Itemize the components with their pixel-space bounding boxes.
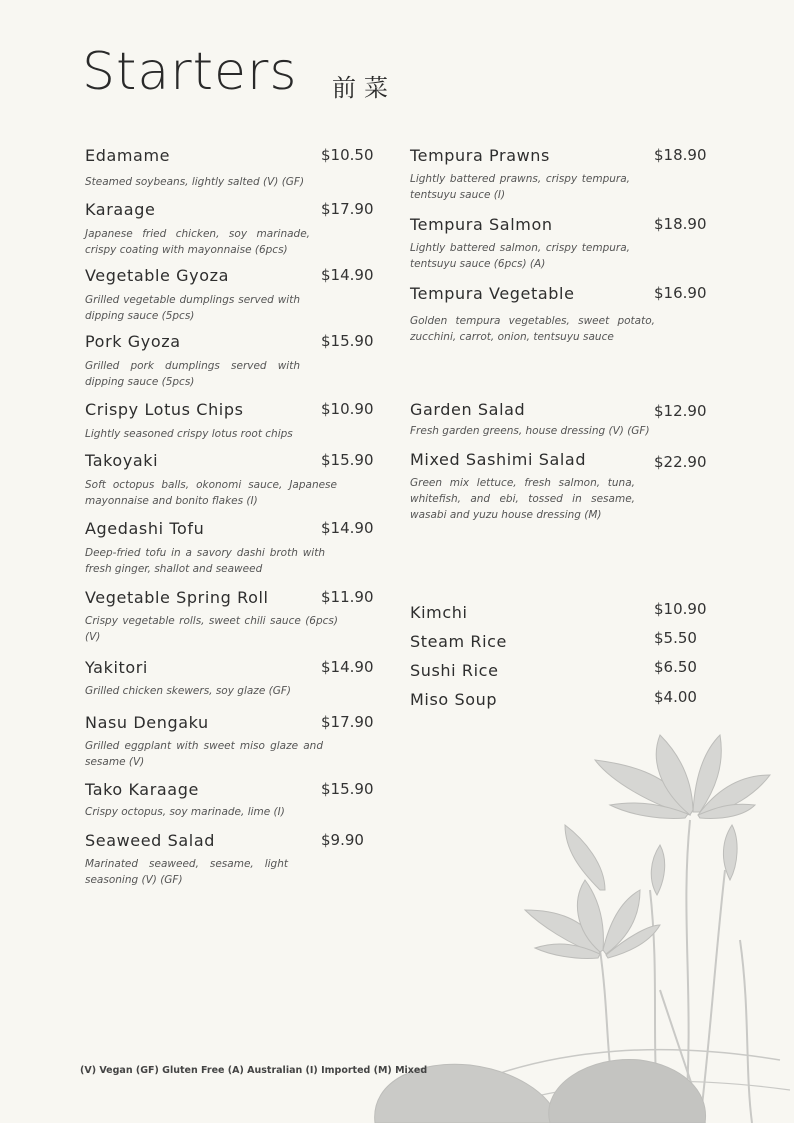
item-price: $15.90 (321, 332, 374, 350)
item-name: Tempura Prawns (410, 146, 550, 165)
item-name: Mixed Sashimi Salad (410, 450, 587, 469)
item-price: $15.90 (321, 451, 374, 469)
item-price: $14.90 (321, 266, 374, 284)
item-price: $4.00 (654, 688, 697, 706)
item-name: Nasu Dengaku (85, 713, 209, 732)
item-price: $18.90 (654, 146, 707, 164)
item-price: $17.90 (321, 200, 374, 218)
item-description: Grilled vegetable dumplings served with dipping sauce (5pcs) (85, 294, 300, 322)
item-name: Tako Karaage (85, 780, 199, 799)
item-name: Vegetable Spring Roll (85, 588, 269, 607)
item-description: Crispy octopus, soy marinade, lime (I) (85, 806, 285, 818)
page-subtitle: 前菜 (332, 74, 396, 102)
page-title: Starters (82, 42, 298, 102)
item-description: Golden tempura vegetables, sweet potato, zucchini, carrot, onion, tentsuyu sauce (410, 315, 655, 343)
item-description: Fresh garden greens, house dressing (V) (GF) (410, 425, 650, 437)
item-name: Tempura Salmon (410, 215, 553, 234)
item-description: Grilled eggplant with sweet miso glaze and sesame (V) (85, 740, 323, 768)
item-description: Green mix lettuce, fresh salmon, tuna, whitefish, and ebi, tossed in sesame, wasabi and yuzu house dressing (M) (410, 477, 635, 521)
item-price: $22.90 (654, 453, 707, 471)
item-description: Marinated seaweed, sesame, light seasoning (V) (GF) (85, 858, 288, 886)
item-name: Vegetable Gyoza (85, 266, 230, 285)
item-price: $18.90 (654, 215, 707, 233)
item-price: $10.90 (321, 400, 374, 418)
item-description: Lightly battered prawns, crispy tempura, tentsuyu sauce (I) (410, 173, 630, 201)
item-price: $11.90 (321, 588, 374, 606)
item-name: Yakitori (85, 658, 148, 677)
item-description: Lightly seasoned crispy lotus root chips (85, 428, 293, 440)
item-price: $5.50 (654, 629, 697, 647)
dietary-legend: (V) Vegan (GF) Gluten Free (A) Australian (I) Imported (M) Mixed (80, 1065, 428, 1076)
item-name: Tempura Vegetable (410, 284, 575, 303)
item-name: Crispy Lotus Chips (85, 400, 244, 419)
item-name: Edamame (85, 146, 171, 165)
item-name: Sushi Rice (410, 661, 499, 680)
item-price: $16.90 (654, 284, 707, 302)
item-name: Pork Gyoza (85, 332, 181, 351)
item-name: Steam Rice (410, 632, 507, 651)
item-description: Grilled pork dumplings served with dipping sauce (5pcs) (85, 360, 300, 388)
item-price: $15.90 (321, 780, 374, 798)
item-name: Garden Salad (410, 400, 526, 419)
item-description: Japanese fried chicken, soy marinade, crispy coating with mayonnaise (6pcs) (85, 228, 310, 256)
item-description: Steamed soybeans, lightly salted (V) (GF) (85, 176, 305, 188)
item-description: Soft octopus balls, okonomi sauce, Japanese mayonnaise and bonito flakes (I) (85, 479, 337, 507)
item-description: Lightly battered salmon, crispy tempura, tentsuyu sauce (6pcs) (A) (410, 242, 630, 270)
item-price: $10.50 (321, 146, 374, 164)
lotus-illustration (360, 720, 794, 1123)
item-price: $9.90 (321, 831, 364, 849)
item-name: Kimchi (410, 603, 468, 622)
item-name: Miso Soup (410, 690, 498, 709)
item-price: $14.90 (321, 658, 374, 676)
item-description: Grilled chicken skewers, soy glaze (GF) (85, 685, 291, 697)
item-price: $10.90 (654, 600, 707, 618)
item-price: $6.50 (654, 658, 697, 676)
item-name: Karaage (85, 200, 156, 219)
item-price: $14.90 (321, 519, 374, 537)
item-price: $12.90 (654, 402, 707, 420)
item-name: Takoyaki (85, 451, 159, 470)
item-description: Deep-fried tofu in a savory dashi broth with fresh ginger, shallot and seaweed (85, 547, 325, 575)
item-name: Agedashi Tofu (85, 519, 205, 538)
item-name: Seaweed Salad (85, 831, 215, 850)
item-price: $17.90 (321, 713, 374, 731)
item-description: Crispy vegetable rolls, sweet chili sauce (6pcs) (V) (85, 615, 338, 643)
